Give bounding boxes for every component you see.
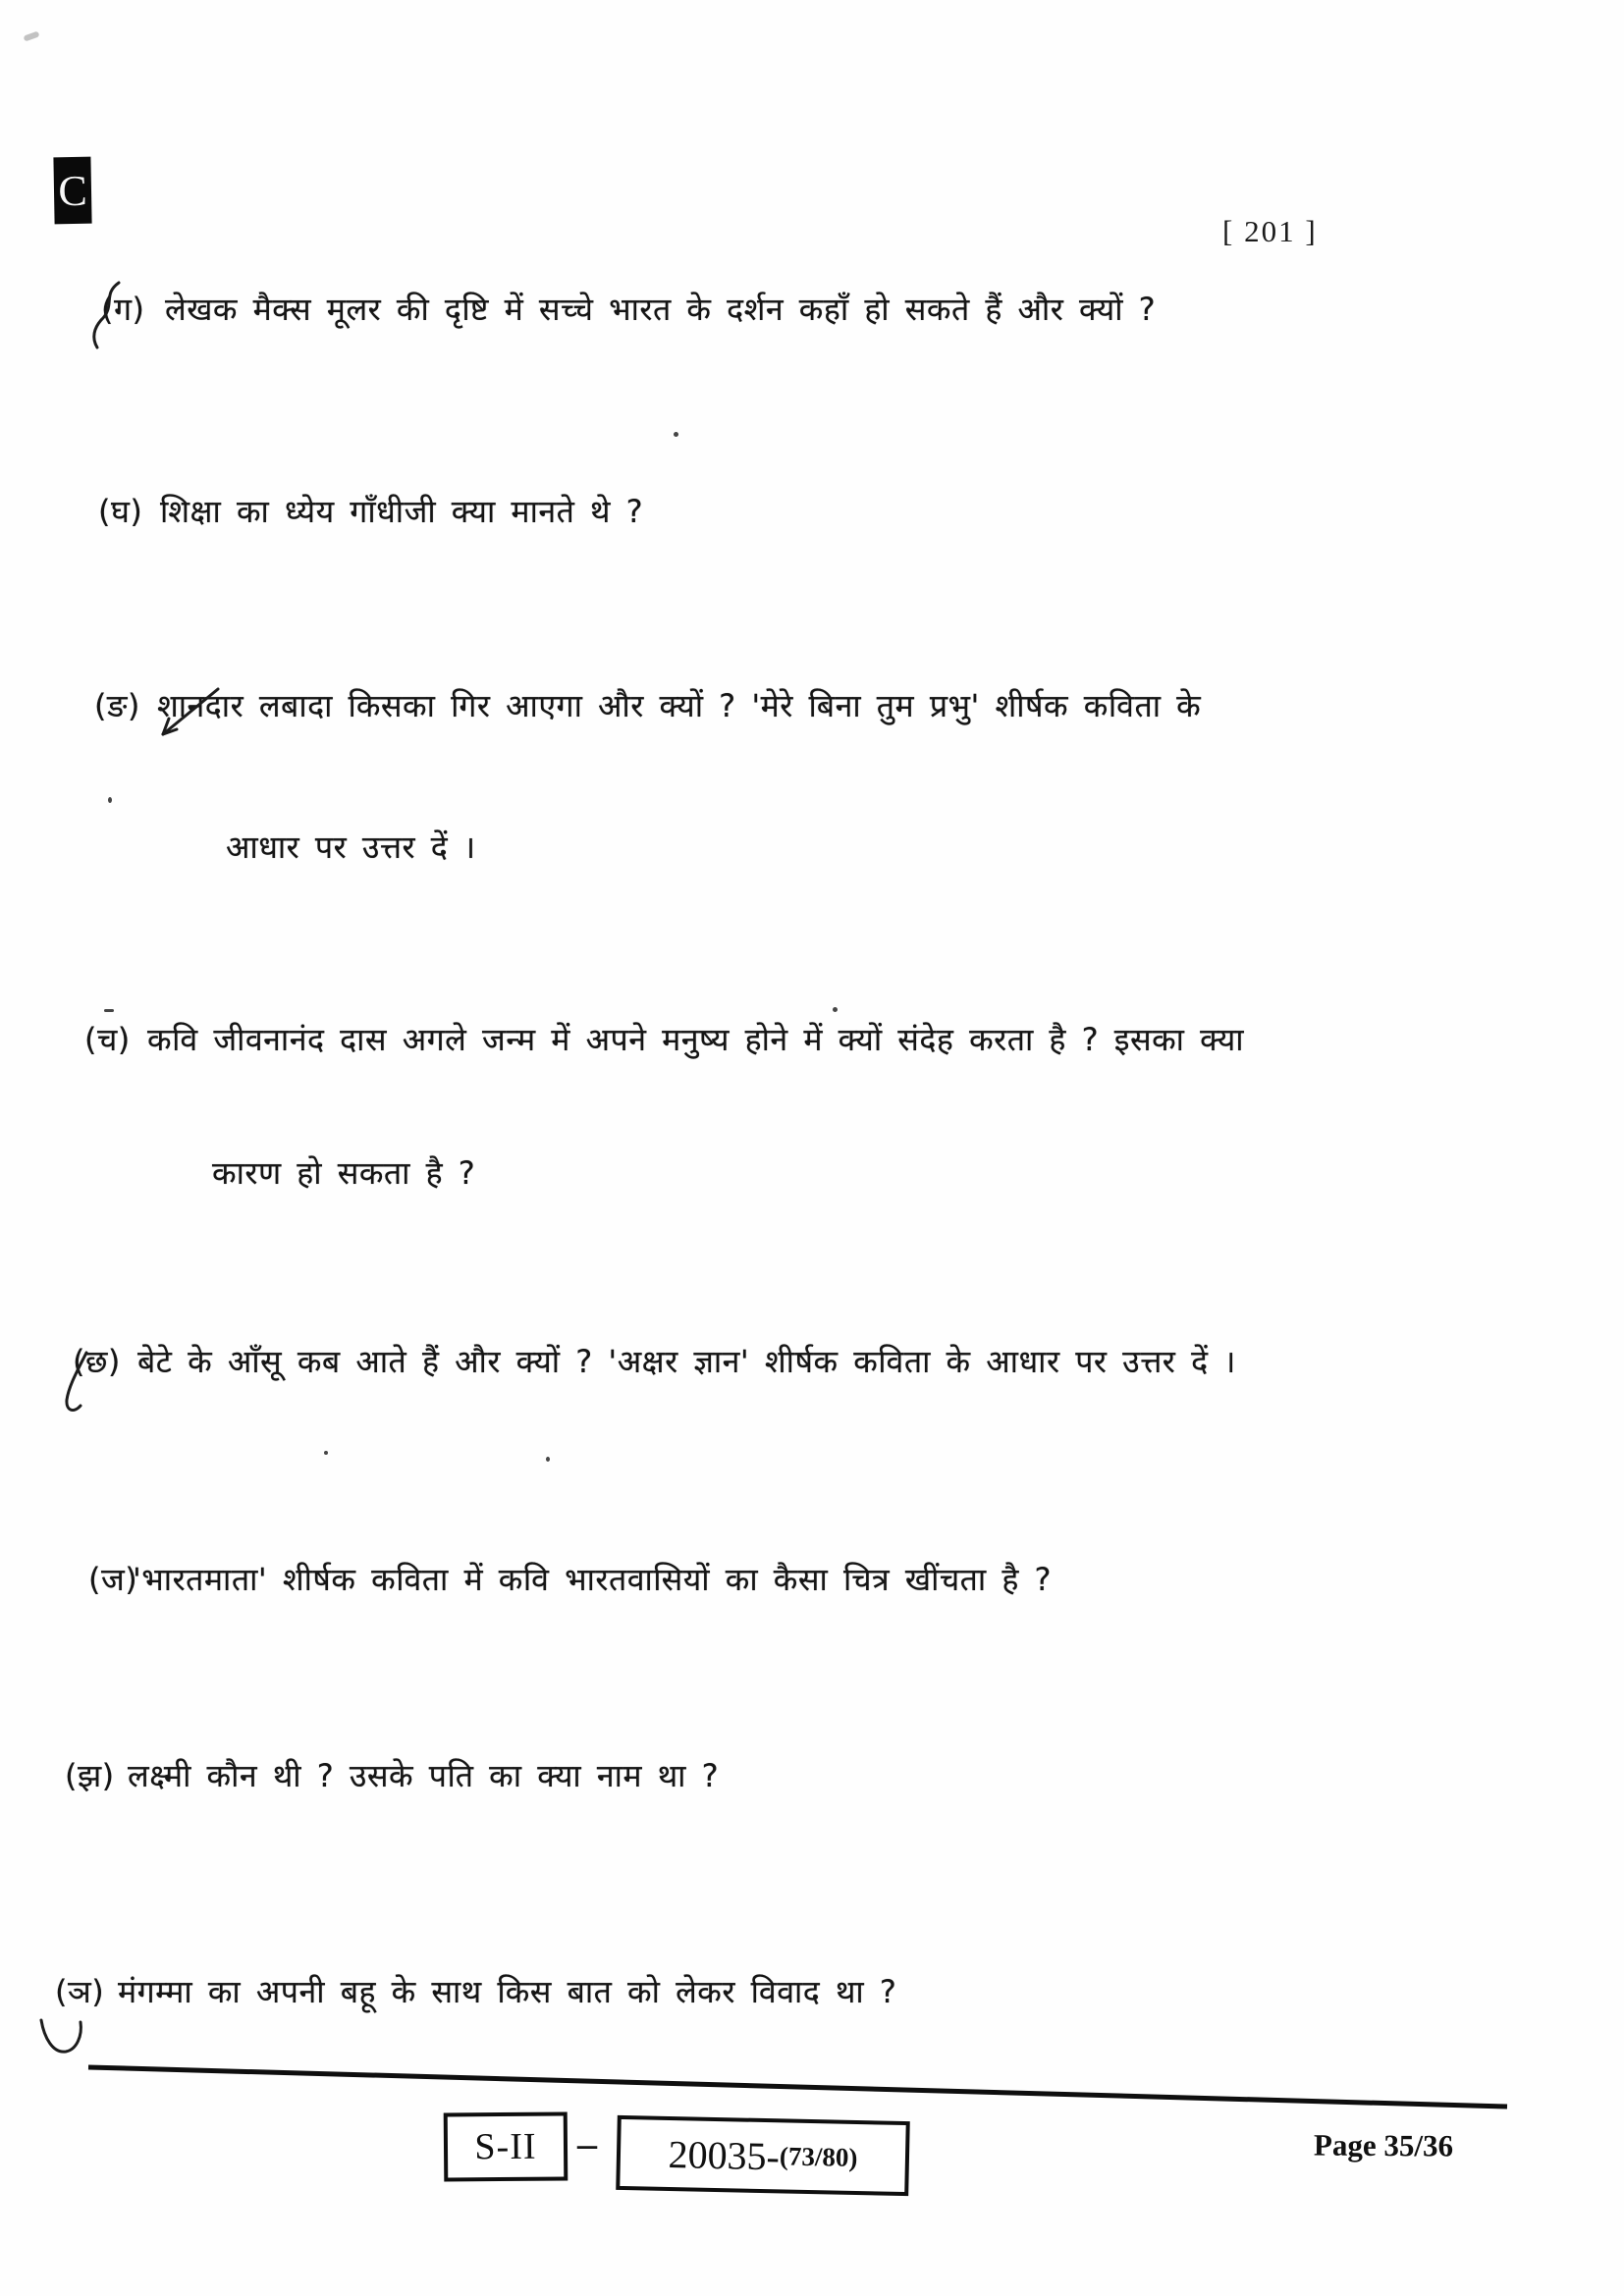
question-label: (च) xyxy=(84,1021,131,1058)
footer-separator: – xyxy=(577,2121,597,2165)
question-label: (ङ) xyxy=(94,687,140,724)
question-label: (ञ) xyxy=(55,1973,105,2010)
question-text-line: शिक्षा का ध्येय गाँधीजी क्या मानते थे ? xyxy=(160,493,644,530)
question-text-line: लेखक मैक्स मूलर की दृष्टि में सच्चे भारत के दर्शन कहाँ हो सकते हैं और क्यों ? xyxy=(165,291,1157,328)
question-text-line: 'भारतमाता' शीर्षक कविता में कवि भारतवासियों का कैसा चित्र खींचता है ? xyxy=(133,1561,1053,1598)
question-text-line: मंगम्मा का अपनी बहू के साथ किस बात को लेकर विवाद था ? xyxy=(118,1973,897,2010)
page-number: [ 201 ] xyxy=(1222,214,1318,248)
question-text-line: शानदार लबादा किसका गिर आएगा और क्यों ? 'मेरे बिना तुम प्रभु' शीर्षक कविता के xyxy=(157,687,1202,724)
section-badge: C xyxy=(53,157,91,225)
footer-set-code: S-II xyxy=(474,2125,537,2168)
footer-paper-code-box xyxy=(616,2115,910,2196)
footer-set-code-box xyxy=(444,2111,568,2181)
footer-page-indicator: Page 35/36 xyxy=(1313,2127,1454,2163)
footer-paper-code: 20035- xyxy=(668,2131,781,2178)
question-text-line: बेटे के आँसू कब आते हैं और क्यों ? 'अक्षर ज्ञान' शीर्षक कविता के आधार पर उत्तर दें । xyxy=(137,1343,1236,1380)
footer-paper-code-sub: (73/80) xyxy=(779,2140,858,2172)
question-text-line: कवि जीवनानंद दास अगले जन्म में अपने मनुष्य होने में क्यों संदेह करता है ? इसका क्या xyxy=(147,1021,1245,1058)
question-text-line: कारण हो सकता है ? xyxy=(212,1154,476,1192)
question-text-line: आधार पर उत्तर दें । xyxy=(226,828,476,866)
question-text-line: लक्ष्मी कौन थी ? उसके पति का क्या नाम था ? xyxy=(128,1757,720,1794)
question-label: (छ) xyxy=(73,1343,121,1380)
question-label: (ग) xyxy=(101,291,145,328)
question-label: (ज) xyxy=(88,1561,138,1598)
question-label: (झ) xyxy=(65,1757,115,1794)
question-label: (घ) xyxy=(98,493,143,530)
